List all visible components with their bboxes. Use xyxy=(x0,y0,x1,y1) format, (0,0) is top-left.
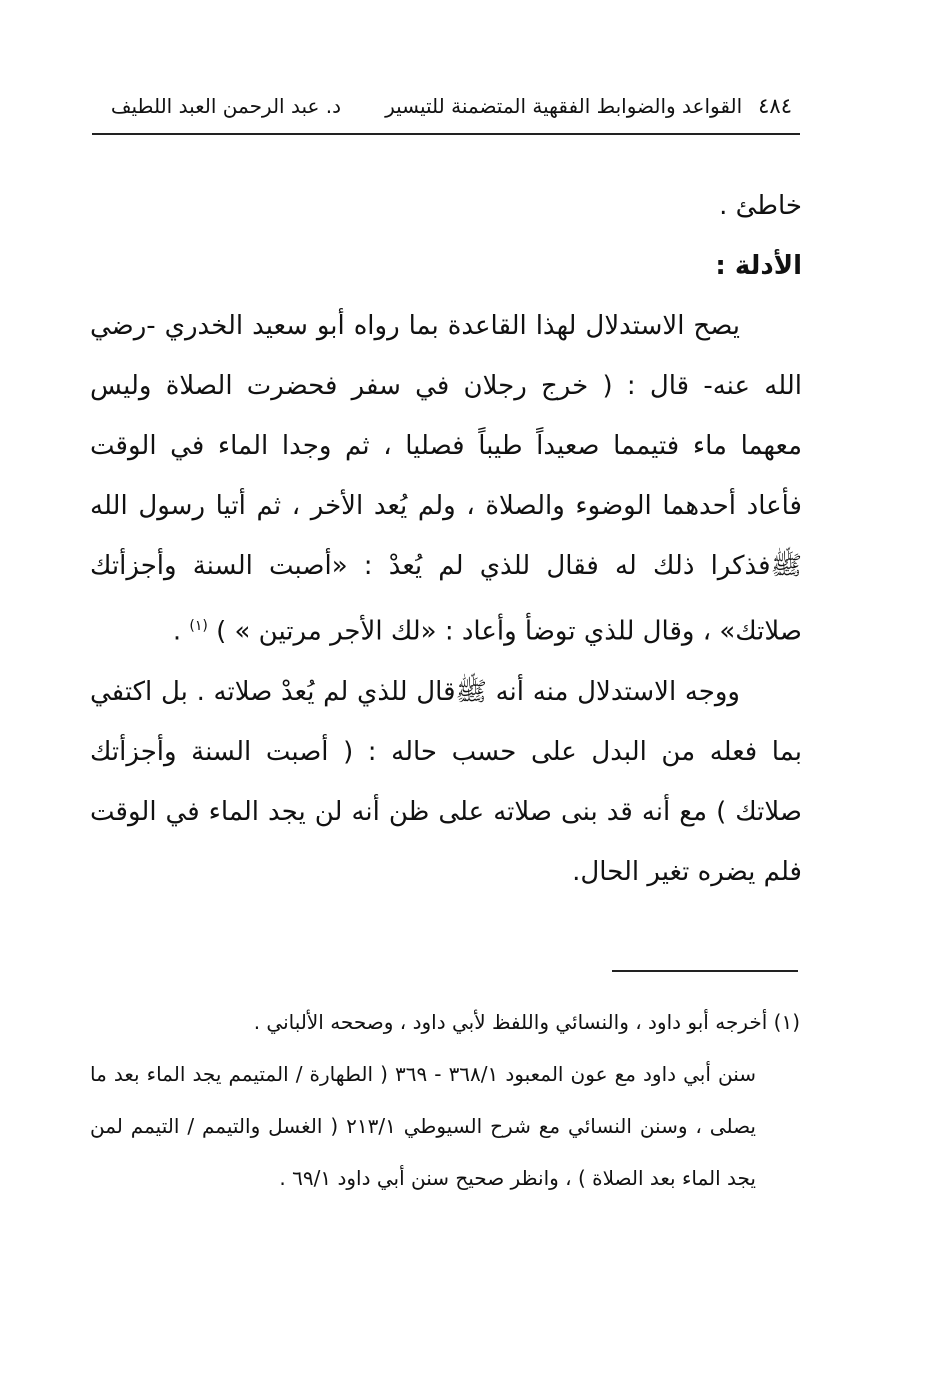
running-header xyxy=(92,88,792,124)
footnote-1 xyxy=(90,996,800,1048)
footnote-1-sources: سنن أبي داود مع عون المعبود ٣٦٨/١ - ٣٦٩ ( الطهارة / المتيمم يجد الماء بعد ما يصلى ، وسنن النسائي مع شرح السيوطي ٢١٣/١ ( الغسل والتيمم / التيمم لمن يجد الماء بعد الصلاة ) ، وانظر صحيح سنن أبي داود ٦٩/١ . xyxy=(90,1062,756,1190)
footnote-divider xyxy=(612,970,798,972)
header-divider xyxy=(92,133,800,135)
author-name: د. عبد الرحمن العبد اللطيف xyxy=(110,94,342,118)
paragraph-continuation: خاطئ . xyxy=(719,191,802,221)
paragraph-evidence-text: يصح الاستدلال لهذا القاعدة بما رواه أبو سعيد الخدري -رضي الله عنه- قال : ( خرج رجلان في سفر فحضرت الصلاة وليس معهما ماء فتيمما صعيداً طيباً فصليا ، ثم وجدا الماء في الوقت فأعاد أحدهما الوضوء والصلاة ، ولم يُعد الأخر ، ثم أتيا رسول الله ﷺفذكرا ذلك له فقال للذي لم يُعدْ : «أصبت السنة وأجزأتك صلاتك» ، وقال للذي توضأ وأعاد : «لك الأجر مرتين » ) xyxy=(90,311,802,647)
footnote-reference: (١) xyxy=(189,618,208,634)
footnotes xyxy=(90,996,800,1204)
book-title: القواعد والضوابط الفقهية المتضمنة للتيسير xyxy=(385,94,743,118)
footnote-1-marker: (١) xyxy=(773,1010,800,1034)
paragraph-evidence-end: . xyxy=(172,616,182,647)
section-heading: الأدلة : xyxy=(715,251,802,281)
footnote-1-text: أخرجه أبو داود ، والنسائي واللفظ لأبي داود ، وصححه الألباني . xyxy=(253,1010,768,1034)
main-text xyxy=(90,176,802,902)
paragraph-evidence xyxy=(90,296,802,662)
paragraph-reasoning: ووجه الاستدلال منه أنه ﷺقال للذي لم يُعدْ صلاته . بل اكتفي بما فعله من البدل على حسب حاله : ( أصبت السنة وأجزأتك صلاتك ) مع أنه قد بنى صلاته على ظن أنه لن يجد الماء في الوقت فلم يضره تغير الحال. xyxy=(90,676,802,887)
page-number: ٤٨٤ xyxy=(758,94,792,118)
